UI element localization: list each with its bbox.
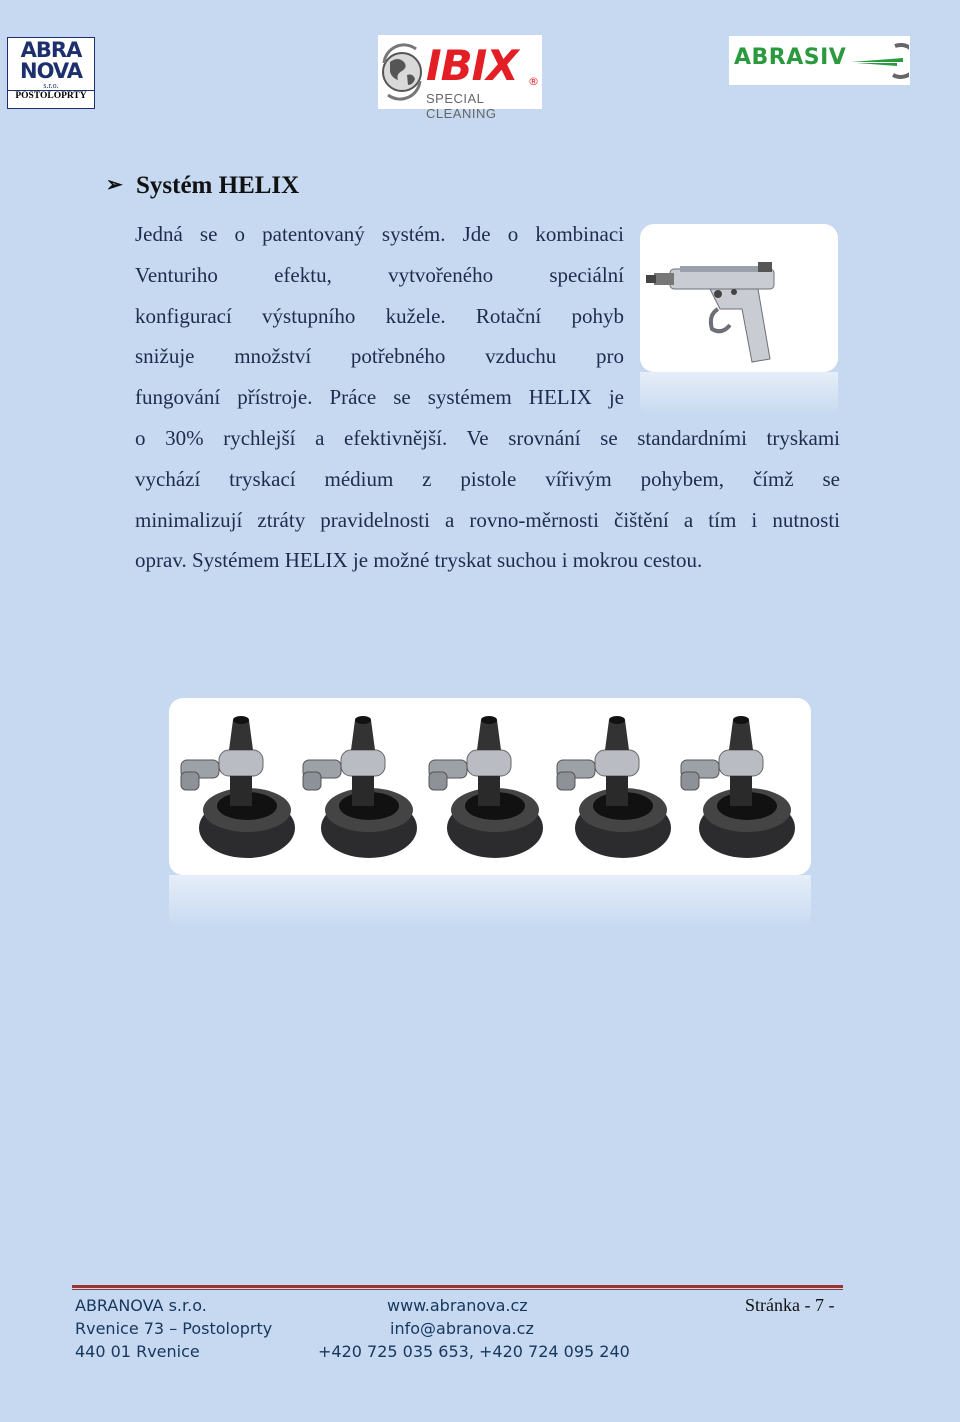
nozzle-item: [681, 716, 795, 858]
footer-street: Rvenice 73 – Postoloprty: [75, 1319, 273, 1338]
nozzle-item: [303, 716, 417, 858]
abranova-logo-sro: s.r.o.: [43, 81, 59, 90]
abrasiv-swoosh-icon: [847, 36, 909, 85]
footer-company: ABRANOVA s.r.o.: [75, 1296, 207, 1315]
paragraph-line: snižuje množství potřebného vzduchu pro: [135, 344, 624, 369]
paragraph-line: minimalizují ztráty pravidelnosti a rovno-měrnosti čištění a tím i nutnosti: [135, 507, 840, 532]
abranova-logo: [7, 37, 95, 109]
blast-gun-image: [640, 224, 838, 372]
blast-gun-photo: [640, 224, 838, 372]
abranova-logo-line2: NOVA: [20, 59, 82, 83]
nozzle-item: [557, 716, 671, 858]
ibix-logo: [378, 35, 542, 121]
paragraph-line: oprav. Systémem HELIX je možné tryskat suchou i mokrou cestou.: [135, 548, 703, 573]
globe-icon: [378, 35, 426, 109]
bullet-arrow-icon: ➢: [106, 174, 123, 196]
paragraph-wrap: [135, 214, 624, 418]
footer-email-link[interactable]: info@abranova.cz: [390, 1319, 534, 1338]
paragraph-line: o 30% rychlejší a efektivnější. Ve srovnání se standardními tryskami: [135, 426, 840, 450]
section-title: Systém HELIX: [136, 172, 300, 199]
paragraph-line: fungování přístroje. Práce se systémem HELIX je: [135, 385, 624, 410]
nozzle-item: [181, 716, 295, 858]
ibix-logo-registered: ®: [528, 75, 539, 88]
ibix-logo-tagline: SPECIAL CLEANING: [426, 91, 497, 121]
page-number: Stránka - 7 -: [745, 1295, 835, 1315]
section-heading: [106, 172, 299, 200]
footer-rule: [72, 1285, 843, 1290]
helix-nozzles-photo: [169, 698, 811, 875]
nozzle-item: [429, 716, 543, 858]
helix-nozzles-reflection: [169, 875, 811, 930]
paragraph-full: [135, 418, 840, 581]
abrasiv-logo: [729, 36, 910, 85]
blast-gun-reflection: [640, 372, 838, 417]
paragraph-line: konfigurací výstupního kužele. Rotační pohyb: [135, 303, 624, 328]
helix-nozzles-image: [169, 698, 811, 875]
paragraph-line: Jedná se o patentovaný systém. Jde o kombinaci: [135, 222, 624, 246]
paragraph-line: vychází tryskací médium z pistole vířivým pohybem, čímž se: [135, 466, 840, 491]
footer-web-link[interactable]: www.abranova.cz: [387, 1296, 528, 1315]
footer-phones: +420 725 035 653, +420 724 095 240: [318, 1342, 630, 1361]
abranova-logo-tagline: POSTOLOPRTY: [8, 90, 94, 102]
paragraph-line: Venturiho efektu, vytvořeného speciální: [135, 262, 624, 287]
abranova-logo-line1: ABRA: [20, 38, 82, 62]
abrasiv-logo-word: ABRASIV: [734, 45, 847, 70]
footer-city: 440 01 Rvenice: [75, 1342, 200, 1361]
ibix-logo-word: IBIX: [426, 41, 518, 90]
